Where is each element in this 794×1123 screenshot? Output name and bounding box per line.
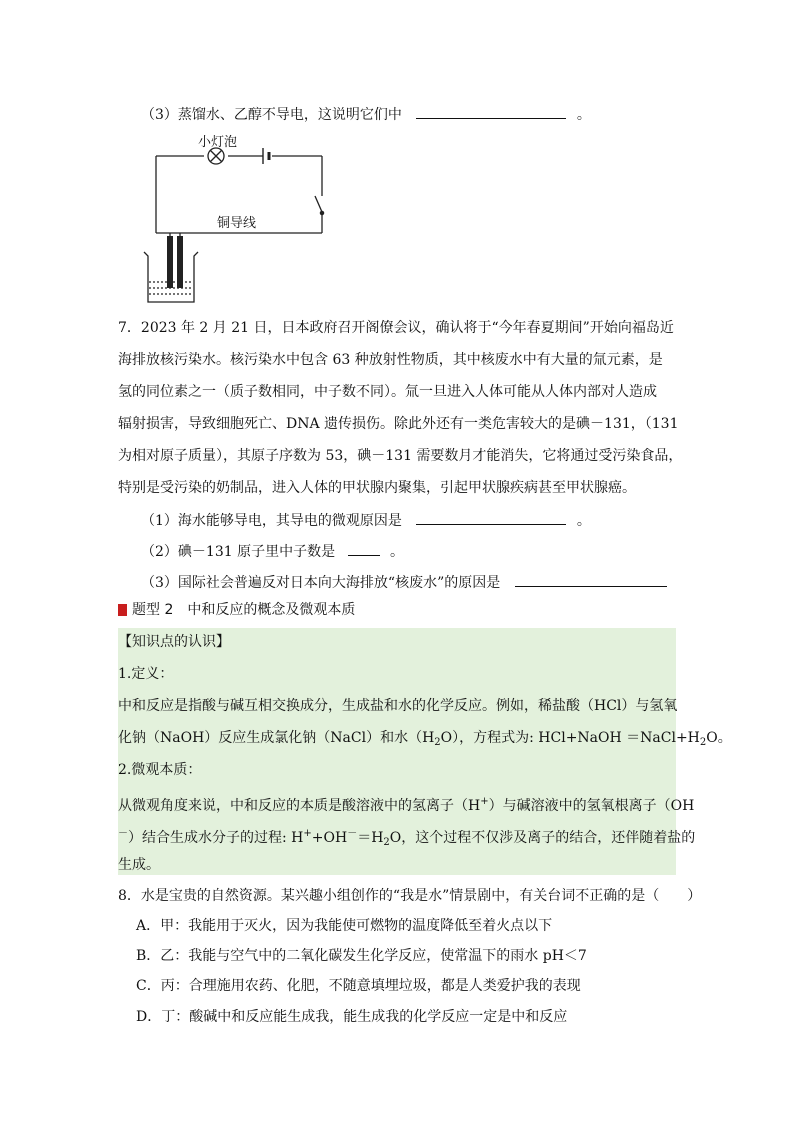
subscript-2: 2 [699, 737, 707, 748]
knowledge-header: 【知识点的认识】 [118, 634, 230, 650]
micro-line-1 [118, 792, 694, 816]
section-marker [118, 604, 127, 616]
q7-sub3 [141, 572, 667, 593]
bulb-label: 小灯泡 [198, 134, 238, 149]
q6-sub3 [141, 104, 591, 125]
definition-line-2a: 化钠（NaOH）反应生成氯化钠（NaCl）和水（H [118, 730, 435, 746]
q7-sub1-end: 。 [576, 513, 591, 529]
definition-line-2 [118, 728, 732, 753]
micro-line-2 [118, 824, 695, 853]
micro-line-1c: ）与碱溶液中的氢氧根离子（OH [488, 798, 695, 814]
q7-sub2-end: 。 [390, 544, 404, 560]
definition-line-2e: O。 [706, 730, 732, 746]
q7-sub2-answer-blank[interactable] [348, 541, 380, 556]
q8-option-c[interactable]: C．丙：合理施用农药、化肥，不随意填埋垃圾，都是人类爱护我的表现 [136, 978, 581, 994]
electrode-icon [167, 236, 183, 288]
q8-stem: 8．水是宝贵的自然资源。某兴趣小组创作的“我是水”情景剧中，有关台词不正确的是（ ） [118, 888, 702, 904]
q7-sub3-text: （3）国际社会普遍反对日本向大海排放“核废水”的原因是 [141, 575, 501, 591]
superscript-plus: + [303, 828, 312, 839]
wire-label: 铜导线 [217, 215, 257, 230]
q7-line-6: 特别是受污染的奶制品，进入人体的甲状腺内聚集，引起甲状腺疾病甚至甲状腺癌。 [118, 480, 636, 496]
q7-sub1-answer-blank[interactable] [416, 510, 566, 525]
q7-line-4: 辐射损害，导致细胞死亡、DNA 遗传损伤。除此外还有一类危害较大的是碘－131，（131 [118, 416, 679, 432]
micro-line-2d: +OH [311, 830, 348, 846]
definition-line-2c: O），方程式为: HCl+NaOH ＝NaCl+H [440, 730, 700, 746]
micro-title: 2.微观本质： [118, 762, 202, 778]
micro-line-2f: ＝H [357, 830, 384, 846]
q6-sub3-end: 。 [576, 107, 591, 123]
q6-sub3-answer-blank[interactable] [416, 104, 566, 119]
q7-line-1: 7．2023 年 2 月 21 日，日本政府召开阁僚会议，确认将于“今年春夏期间”开始向福岛近 [118, 320, 674, 336]
subscript-2: 2 [434, 737, 441, 748]
micro-line-1a: 从微观角度来说，中和反应的本质是酸溶液中的氢离子（H [118, 798, 481, 814]
micro-line-2b: ）结合生成水分子的过程: H [128, 830, 304, 846]
light-bulb-icon [208, 148, 224, 164]
q8-option-b[interactable]: B．乙：我能与空气中的二氧化碳发生化学反应，使常温下的雨水 pH＜7 [136, 948, 587, 964]
superscript-plus: + [480, 796, 489, 807]
q7-sub1-text: （1）海水能够导电，其导电的微观原因是 [141, 513, 402, 529]
q7-sub2 [141, 541, 404, 562]
q7-sub1 [141, 510, 591, 531]
superscript-minus: － [118, 828, 128, 839]
subscript-2: 2 [383, 837, 390, 848]
micro-line-2h: O，这个过程不仅涉及离子的结合，还伴随着盐的 [389, 830, 696, 846]
q8-option-d[interactable]: D．丁：酸碱中和反应能生成我，能生成我的化学反应一定是中和反应 [136, 1009, 568, 1025]
micro-line-3: 生成。 [118, 857, 160, 873]
q7-sub2-text: （2）碘－131 原子里中子数是 [141, 544, 336, 560]
q7-sub3-answer-blank[interactable] [515, 572, 667, 587]
q7-line-5: 为相对原子质量），其原子序数为 53，碘－131 需要数月才能消失，它将通过受污染食品， [118, 448, 683, 464]
definition-line-1: 中和反应是指酸与碱互相交换成分，生成盐和水的化学反应。例如，稀盐酸（HCl）与氢氧 [118, 698, 678, 714]
circuit-diagram [136, 134, 336, 309]
q7-line-3: 氢的同位素之一（质子数相同，中子数不同）。氚一旦进入人体可能从人体内部对人造成 [118, 384, 657, 400]
q6-sub3-text: （3）蒸馏水、乙醇不导电，这说明它们中 [141, 107, 402, 123]
battery-icon [263, 148, 269, 164]
section-title: 题型 2 中和反应的概念及微观本质 [132, 602, 356, 618]
q7-line-2: 海排放核污染水。核污染水中包含 63 种放射性物质，其中核废水中有大量的氚元素，是 [118, 352, 663, 368]
superscript-minus: － [347, 828, 358, 839]
q8-option-a[interactable]: A．甲：我能用于灭火，因为我能使可燃物的温度降低至着火点以下 [136, 918, 553, 934]
definition-title: 1.定义： [118, 666, 174, 682]
